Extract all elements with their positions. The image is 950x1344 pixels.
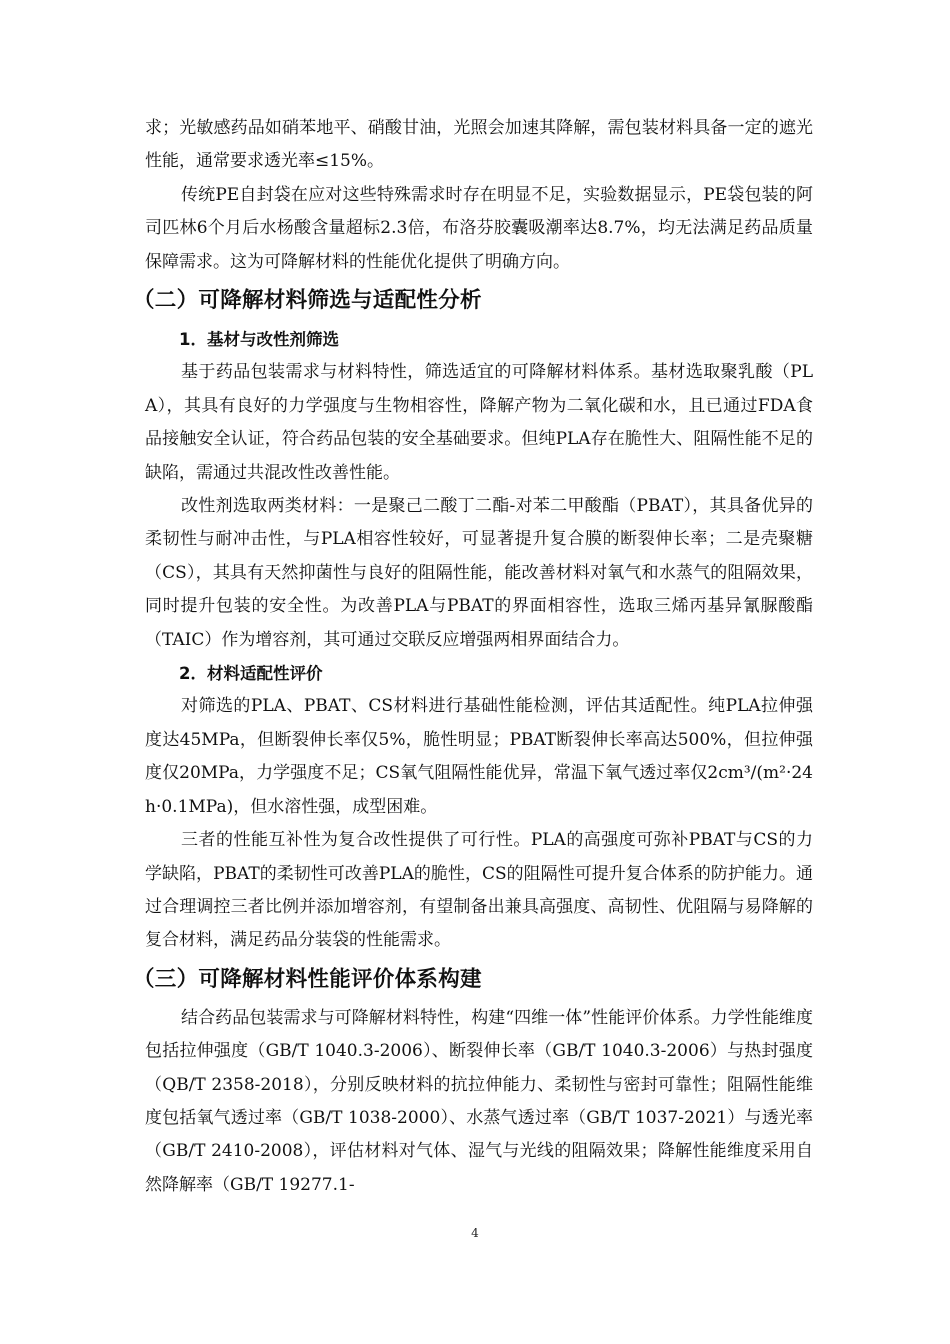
paragraph-modifiers: 改性剂选取两类材料：一是聚己二酸丁二酯-对苯二甲酸酯（PBAT），其具备优异的柔韧性与耐冲击性，与PLA相容性较好，可显著提升复合膜的断裂伸长率；二是壳聚糖（CS），其具有天然抑菌性与良好的阻隔性能，能改善材料对氧气和水蒸气的阻隔效果，同时提升包装的安全性。为改善PLA与PBAT的界面相容性，选取三烯丙基异氰脲酸酯（TAIC）作为增容剂，其可通过交联反应增强两相界面结合力。 [145, 496, 813, 650]
paragraph-light-sensitive-drugs: 求；光敏感药品如硝苯地平、硝酸甘油，光照会加速其降解，需包装材料具备一定的遮光性能，通常要求透光率≤15%。 [145, 118, 813, 172]
page-number: 4 [471, 1226, 479, 1240]
paragraph-basic-performance: 对筛选的PLA、PBAT、CS材料进行基础性能检测，评估其适配性。纯PLA拉伸强度达45MPa，但断裂伸长率仅5%，脆性明显；PBAT断裂伸长率高达500%，但拉伸强度仅20MPa，力学强度不足；CS氧气阻隔性能优异，常温下氧气透过率仅2cm³/(m²·24h·0.1MPa)，但水溶性强，成型困难。 [145, 696, 813, 817]
paragraph-complementarity: 三者的性能互补性为复合改性提供了可行性。PLA的高强度可弥补PBAT与CS的力学缺陷，PBAT的柔韧性可改善PLA的脆性，CS的阻隔性可提升复合体系的防护能力。通过合理调控三者比例并添加增容剂，有望制备出兼具高强度、高韧性、优阻隔与易降解的复合材料，满足药品分装袋的性能需求。 [145, 830, 813, 951]
subsection-heading-substrate-modifier: 1．基材与改性剂筛选 [179, 330, 339, 350]
paragraph-four-dimension-system: 结合药品包装需求与可降解材料特性，构建“四维一体”性能评价体系。力学性能维度包括拉伸强度（GB/T 1040.3-2006）、断裂伸长率（GB/T 1040.3-2006）与热封强度（QB/T 2358-2018），分别反映材料的抗拉伸能力、柔韧性与密封可靠性；阻隔性能维度包括氧气透过率（GB/T 1038-2000）、水蒸气透过率（GB/T 1037-2021）与透光率（GB/T 2410-2008），评估材料对气体、湿气与光线的阻隔效果；降解性能维度采用自然降解率（GB/T 19277.1- [145, 1007, 813, 1195]
paragraph-pla-substrate: 基于药品包装需求与材料特性，筛选适宜的可降解材料体系。基材选取聚乳酸（PLA），其具有良好的力学强度与生物相容性，降解产物为二氧化碳和水，且已通过FDA食品接触安全认证，符合药品包装的安全基础要求。但纯PLA存在脆性大、阻隔性能不足的缺陷，需通过共混改性改善性能。 [145, 362, 813, 483]
section-heading-evaluation-system: （三）可降解材料性能评价体系构建 [133, 966, 482, 992]
section-heading-material-screening: （二）可降解材料筛选与适配性分析 [133, 288, 482, 314]
subsection-heading-adaptability-evaluation: 2．材料适配性评价 [179, 664, 323, 684]
paragraph-pe-bag-limitations: 传统PE自封袋在应对这些特殊需求时存在明显不足，实验数据显示，PE袋包装的阿司匹林6个月后水杨酸含量超标2.3倍，布洛芬胶囊吸潮率达8.7%，均无法满足药品质量保障需求。这为可降解材料的性能优化提供了明确方向。 [145, 184, 813, 272]
document-body [133, 112, 813, 1202]
